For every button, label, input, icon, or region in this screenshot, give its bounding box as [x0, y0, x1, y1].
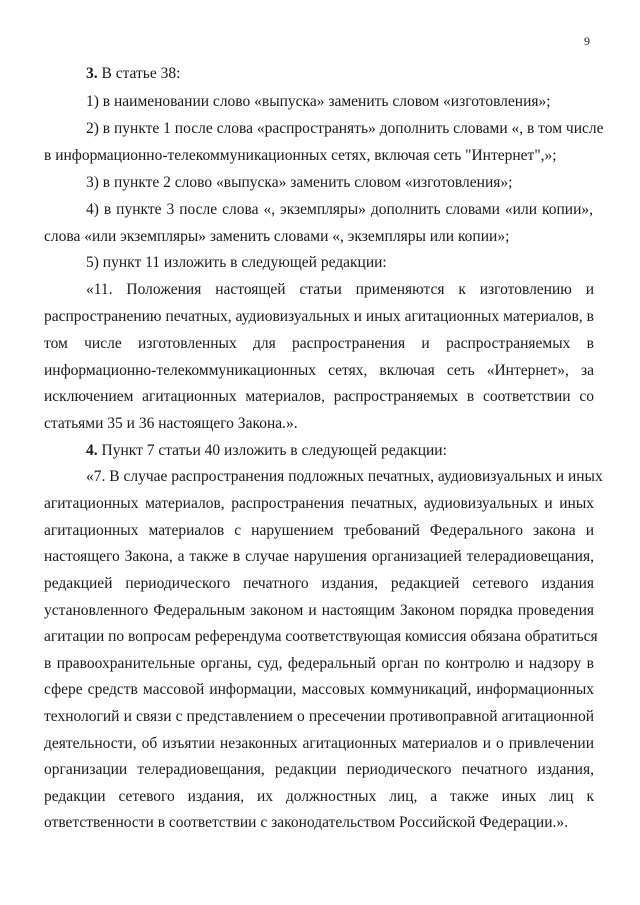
paragraph-7-line: организации телерадиовещания, редакции периодического печатного издания,	[44, 761, 594, 778]
item-5: 5) пункт 11 изложить в следующей редакции:	[86, 254, 387, 271]
item-4-line-2: слова «или экземпляры» заменить словами «, экземпляры или копии»;	[44, 228, 510, 245]
paragraph-7-line: агитации по вопросам референдума соответствующая комиссия обязана обратиться	[44, 628, 598, 645]
section-3-heading-text: В статье 38:	[97, 65, 181, 82]
paragraph-11-line-2: распространению печатных, аудиовизуальных и иных агитационных материалов, в	[44, 308, 594, 325]
paragraph-7-line: редакцией периодического печатного издания, редакцией сетевого издания	[44, 575, 594, 592]
item-1: 1) в наименовании слово «выпуска» заменить словом «изготовления»;	[86, 93, 551, 110]
paragraph-7-line: технологий и связи с представлением о пресечении противоправной агитационной	[44, 708, 594, 725]
paragraph-7-line: «7. В случае распространения подложных печатных, аудиовизуальных и иных	[86, 468, 603, 485]
paragraph-7-line: деятельности, об изъятии незаконных агитационных материалов и о привлечении	[44, 735, 594, 752]
paragraph-11-line-5: исключением агитационных материалов, распространяемых в соответствии со	[44, 388, 594, 405]
paragraph-7-line: агитационных материалов, распространения печатных, аудиовизуальных и иных	[44, 495, 594, 512]
section-3-number: 3.	[86, 65, 98, 82]
page-number: 9	[584, 34, 590, 48]
item-3: 3) в пункте 2 слово «выпуска» заменить словом «изготовления»;	[86, 174, 513, 191]
item-2-line-2: в информационно-телекоммуникационных сетях, включая сеть "Интернет",»;	[44, 147, 557, 164]
section-4-heading-text: Пункт 7 статьи 40 изложить в следующей редакции:	[97, 442, 447, 459]
paragraph-7-line: настоящего Закона, а также в случае нарушения организацией телерадиовещания,	[44, 548, 594, 565]
section-4-heading	[86, 441, 447, 461]
paragraph-11-line-1: «11. Положения настоящей статьи применяются к изготовлению и	[86, 281, 594, 298]
paragraph-7-line: установленного Федеральным законом и настоящим Законом порядка проведения	[44, 602, 594, 619]
item-2-line-1: 2) в пункте 1 после слова «распространять» дополнить словами «, в том числе	[86, 120, 604, 137]
paragraph-11-line-4: информационно-телекоммуникационных сетях, включая сеть «Интернет», за	[44, 362, 594, 379]
paragraph-7-line: в правоохранительные органы, суд, федеральный орган по контролю и надзору в	[44, 655, 594, 672]
section-4-number: 4.	[86, 442, 98, 459]
item-4-line-1: 4) в пункте 3 после слова «, экземпляры» дополнить словами «или копии»,	[86, 201, 593, 218]
paragraph-7-line: сфере средств массовой информации, массовых коммуникаций, информационных	[44, 681, 594, 698]
paragraph-7-line: редакции сетевого издания, их должностных лиц, а также иных лиц к	[44, 788, 594, 805]
paragraph-7-line: ответственности в соответствии с законодательством Российской Федерации.».	[44, 814, 568, 831]
paragraph-7-line: агитационных материалов с нарушением требований Федерального закона и	[44, 522, 594, 539]
section-3-heading	[86, 64, 180, 84]
paragraph-11-line-6: статьями 35 и 36 настоящего Закона.».	[44, 415, 298, 432]
paragraph-11-line-3: том числе изготовленных для распространения и распространяемых в	[44, 335, 594, 352]
